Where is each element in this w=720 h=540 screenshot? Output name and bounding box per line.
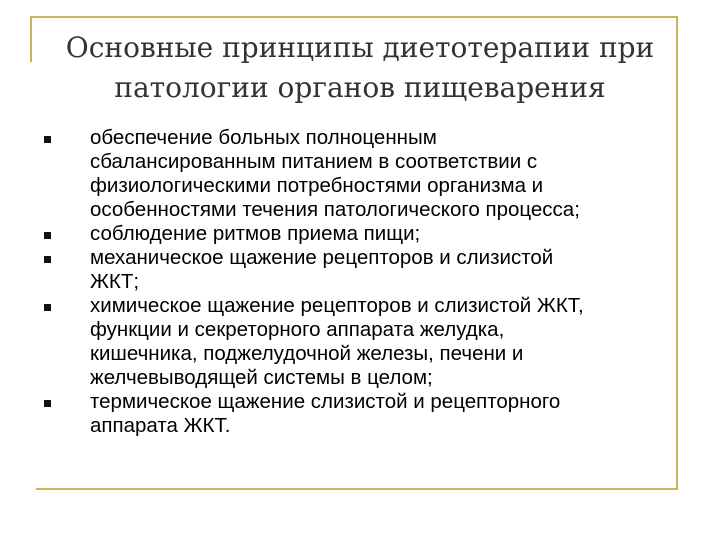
bottom-rule (36, 488, 678, 490)
bullet-line: особенностями течения патологического процесса; (90, 198, 580, 221)
bullet-line: желчевыводящей системы в целом; (90, 366, 433, 389)
bullet-item (44, 390, 674, 438)
bullet-item (44, 222, 674, 246)
square-bullet-icon (44, 256, 51, 263)
bullet-line: соблюдение ритмов приема пищи; (90, 222, 421, 245)
bullet-line: термическое щажение слизистой и рецепторного (90, 390, 561, 413)
slide-title (40, 28, 680, 108)
bullet-list (44, 126, 674, 438)
square-bullet-icon (44, 304, 51, 311)
square-bullet-icon (44, 136, 51, 143)
bullet-line: ЖКТ; (90, 270, 140, 293)
bullet-line: механическое щажение рецепторов и слизистой (90, 246, 554, 269)
square-bullet-icon (44, 400, 51, 407)
bullet-line: аппарата ЖКТ. (90, 414, 231, 437)
square-bullet-icon (44, 232, 51, 239)
bullet-line: обеспечение больных полноценным (90, 126, 437, 149)
bullet-item (44, 126, 674, 222)
top-rule (30, 16, 678, 18)
title-line-2: патологии органов пищеварения (114, 71, 606, 104)
bullet-item (44, 294, 674, 390)
bullet-line: химическое щажение рецепторов и слизистой ЖКТ, (90, 294, 584, 317)
bullet-line: кишечника, поджелудочной железы, печени и (90, 342, 524, 365)
bullet-line: физиологическими потребностями организма и (90, 174, 544, 197)
left-rule (30, 16, 32, 62)
bullet-item (44, 246, 674, 294)
bullet-line: сбалансированным питанием в соответствии с (90, 150, 538, 173)
title-line-1: Основные принципы диетотерапии при (65, 31, 655, 64)
bullet-line: функции и секреторного аппарата желудка, (90, 318, 505, 341)
